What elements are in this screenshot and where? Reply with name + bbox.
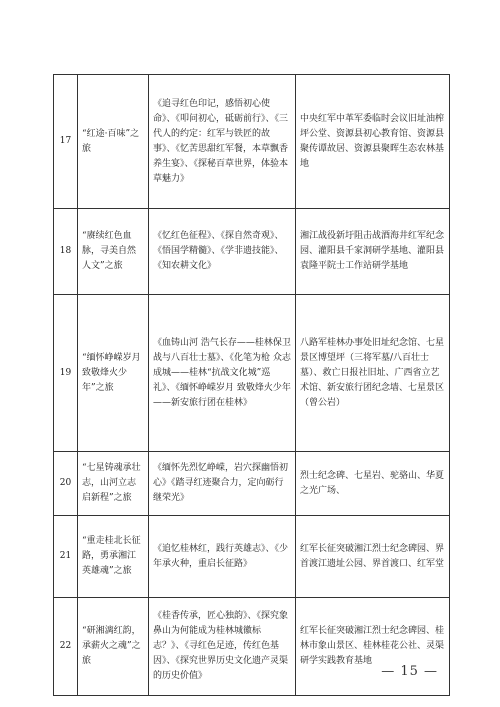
table-row [54,516,450,598]
route-theme: “缅怀峥嵘岁月 致敬烽火少年”之旅 [78,295,149,452]
route-venue: 烈士纪念碑、七星岩、驼骆山、华夏之光广场、 [296,452,450,516]
route-venue: 八路军桂林办事处旧址纪念馆、七星景区博望坪（三将军墓/八百壮士墓）、救亡日报社旧址、广西省立艺术馆、新安旅行团纪念墙、七星景区（曾公岩） [296,295,450,452]
route-content: 《缅怀先烈忆峥嵘，岩穴探幽悟初心》《踏寻红迹聚合力，定向砺行继荣光》 [149,452,296,516]
route-venue: 湘江战役新圩阻击战酒海井红军纪念园、灌阳县千家洞研学基地、灌阳县袁隆平院士工作站研学基地 [296,209,450,295]
route-venue: 红军长征突破湘江烈士纪念碑园、界首渡江遗址公园、界首渡口、红军堂 [296,516,450,598]
row-number: 21 [54,516,78,598]
table-row [54,209,450,295]
table-row [54,452,450,516]
row-number: 22 [54,598,78,696]
route-theme: “七星铸魂承壮志，山河立志启新程”之旅 [78,452,149,516]
route-theme: “红途·百味”之旅 [78,75,149,209]
table-row [54,75,450,209]
row-number: 17 [54,75,78,209]
route-theme: “研湘漓红韵，承薪火之魂”之旅 [78,598,149,696]
table-row [54,598,450,696]
row-number: 20 [54,452,78,516]
route-content: 《追忆桂林红，践行英雄志》、《少年承火种，重启长征路》 [149,516,296,598]
route-venue: 中央红军中革军委临时会议旧址油榨坪公堂、资源县初心教育馆、资源县聚传谭故居、资源县聚晖生态农林基地 [296,75,450,209]
route-content: 《桂香传承，匠心独韵》、《探究象鼻山为何能成为桂林城徽标志？》、《寻红色足迹，传红色基因》、《探究世界历史文化遗产灵渠的历史价值》 [149,598,296,696]
row-number: 18 [54,209,78,295]
table-row [54,295,450,452]
route-content: 《血铸山河 浩气长存——桂林保卫战与八百壮士墓》、《化笔为枪 众志成城——桂林“抗战文化城”巡礼》、《缅怀峥嵘岁月 致敬烽火少年——新安旅行团在桂林》 [149,295,296,452]
page-number: — 15 — [381,664,438,679]
route-content: 《忆红色征程》、《探自然奇观》、《悟国学精髓》、《学非遗技能》、《知农耕文化》 [149,209,296,295]
route-theme: “赓续红色血脉，寻美自然人文”之旅 [78,209,149,295]
study-route-table [53,74,450,696]
route-content: 《追寻红色印记，感悟初心使命》、《叩问初心，砥砺前行》、《三代人的约定：红军与铁匠的故事》、《忆苦思甜红军餐，本草飘香养生宴》、《探秘百草世界，体验本草魅力》 [149,75,296,209]
route-theme: “重走桂北长征路，勇承湘江英雄魂”之旅 [78,516,149,598]
route-venue: 红军长征突破湘江烈士纪念碑园、桂林市象山景区、桂林桂花公社、灵渠研学实践教育基地 [296,598,450,696]
row-number: 19 [54,295,78,452]
